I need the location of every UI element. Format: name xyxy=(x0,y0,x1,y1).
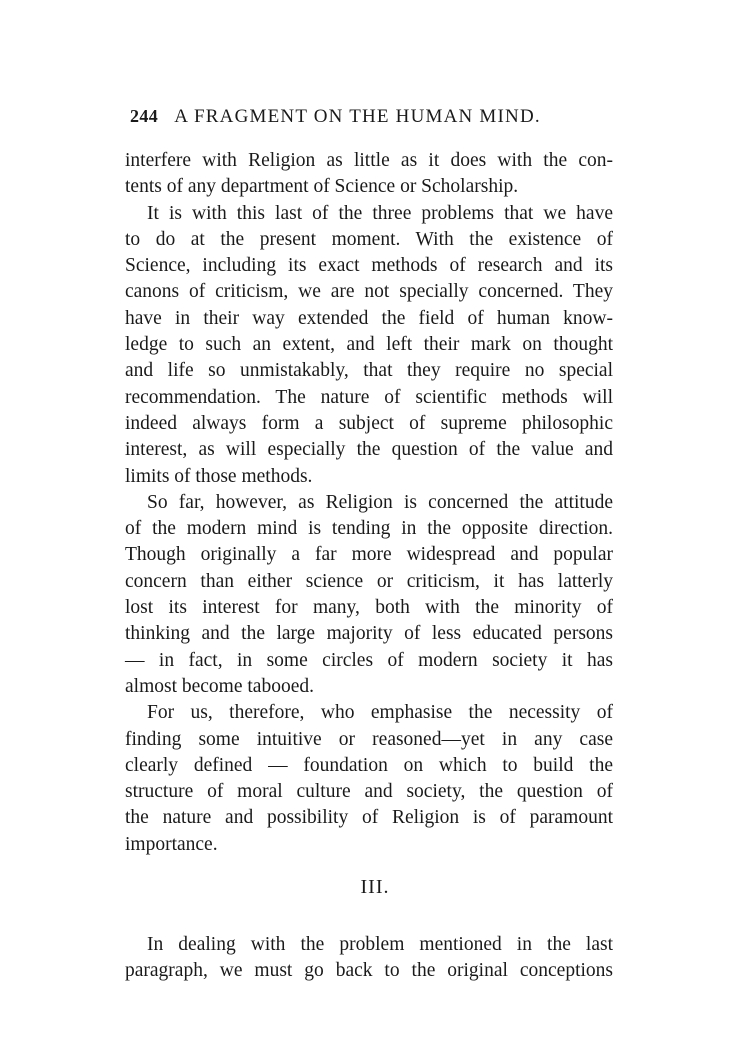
running-head xyxy=(130,106,570,128)
text-line: tents of any department of Science or Scholarship. xyxy=(125,176,519,198)
text-line: structure of moral culture and society, the question of xyxy=(125,781,613,803)
text-line: to do at the present moment. With the existence of xyxy=(125,228,613,250)
text-line: canons of criticism, we are not specially concerned. They xyxy=(125,281,613,303)
text-line: Though originally a far more widespread and popular xyxy=(125,544,613,566)
text-line: concern than either science or criticism, it has latterly xyxy=(125,570,613,592)
section-heading: III. xyxy=(360,876,390,898)
text-line: ledge to such an extent, and left their mark on thought xyxy=(125,334,613,356)
text-line: of the modern mind is tending in the opposite direction. xyxy=(125,518,613,540)
text-line: lost its interest for many, both with the minority of xyxy=(125,597,613,619)
text-line: paragraph, we must go back to the original conceptions xyxy=(125,960,613,982)
text-line: limits of those methods. xyxy=(125,465,313,487)
text-line: the nature and possibility of Religion is of paramount xyxy=(125,807,613,829)
text-line: almost become tabooed. xyxy=(125,675,314,697)
text-line: So far, however, as Religion is concerned the attitude xyxy=(147,491,613,513)
text-line: recommendation. The nature of scientific methods will xyxy=(125,386,613,408)
body-text xyxy=(125,148,613,858)
text-line: and life so unmistakably, that they require no special xyxy=(125,360,613,382)
page-number: 244 xyxy=(130,106,159,126)
text-line: It is with this last of the three problems that we have xyxy=(147,202,613,224)
text-line: thinking and the large majority of less educated persons xyxy=(125,623,613,645)
text-line: interest, as will especially the question of the value and xyxy=(125,439,613,461)
running-title: A FRAGMENT ON THE HUMAN MIND. xyxy=(174,106,541,127)
text-line: Science, including its exact methods of research and its xyxy=(125,255,613,277)
text-line: have in their way extended the field of human know- xyxy=(125,307,613,329)
text-line: indeed always form a subject of supreme philosophic xyxy=(125,412,613,434)
text-line: For us, therefore, who emphasise the necessity of xyxy=(147,702,613,724)
text-line: importance. xyxy=(125,833,218,855)
section-body-text xyxy=(125,932,613,985)
text-line: — in fact, in some circles of modern society it has xyxy=(125,649,613,671)
text-line: clearly defined — foundation on which to build the xyxy=(125,754,613,776)
text-line: interfere with Religion as little as it does with the con- xyxy=(125,150,613,171)
text-line: finding some intuitive or reasoned—yet in any case xyxy=(125,728,613,750)
text-line: In dealing with the problem mentioned in the last xyxy=(147,934,613,955)
